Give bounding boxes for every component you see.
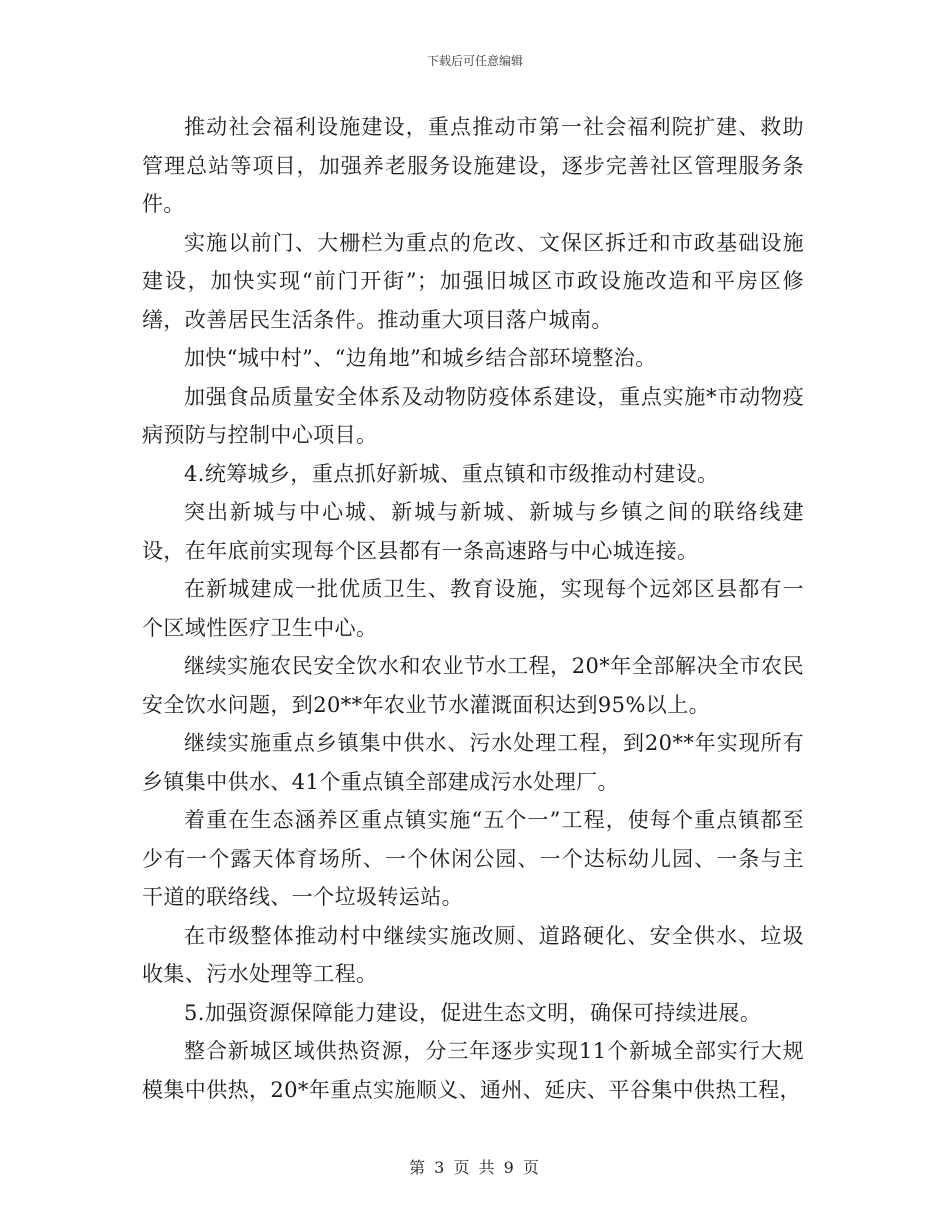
paragraph: 在新城建成一批优质卫生、教育设施，实现每个远郊区县都有一个区域性医疗卫生中心。 (142, 577, 804, 640)
paragraph: 继续实施农民安全饮水和农业节水工程，20*年全部解决全市农民安全饮水问题，到20**年农业节水灌溉面积达到95%以上。 (142, 654, 804, 717)
paragraph: 着重在生态涵养区重点镇实施“五个一”工程，使每个重点镇都至少有一个露天体育场所、一个休闲公园、一个达标幼儿园、一条与主干道的联络线、一个垃圾转运站。 (142, 808, 804, 909)
paragraph: 实施以前门、大栅栏为重点的危改、文保区拆迁和市政基础设施建设，加快实现“前门开街”；加强旧城区市政设施改造和平房区修缮，改善居民生活条件。推动重大项目落户城南。 (142, 230, 804, 332)
paragraph: 在市级整体推动村中继续实施改厕、道路硬化、安全供水、垃圾收集、污水处理等工程。 (142, 923, 804, 986)
page-footer (0, 1155, 950, 1178)
paragraph: 继续实施重点乡镇集中供水、污水处理工程，到20**年实现所有乡镇集中供水、41个重点镇全部建成污水处理厂。 (142, 731, 804, 794)
paragraph: 整合新城区域供热资源，分三年逐步实现11个新城全部实行大规模集中供热，20*年重点实施顺义、通州、延庆、平谷集中供热工程， (142, 1039, 804, 1102)
paragraph: 加快“城中村”、“边角地”和城乡结合部环境整治。 (184, 346, 657, 370)
paragraph: 突出新城与中心城、新城与新城、新城与乡镇之间的联络线建设，在年底前实现每个区县都有一条高速路与中心城连接。 (142, 500, 804, 563)
paragraph: 加强食品质量安全体系及动物防疫体系建设，重点实施*市动物疫病预防与控制中心项目。 (142, 384, 804, 447)
document-body (142, 108, 804, 1109)
header-note: 下载后可任意编辑 (426, 54, 523, 68)
page-header (0, 52, 950, 69)
page-number: 第 3 页 共 9 页 (409, 1158, 541, 1177)
paragraph: 推动社会福利设施建设，重点推动市第一社会福利院扩建、救助管理总站等项目，加强养老服务设施建设，逐步完善社区管理服务条件。 (142, 115, 804, 216)
section-heading: 5.加强资源保障能力建设，促进生态文明，确保可持续进展。 (184, 1000, 762, 1025)
section-heading: 4.统筹城乡，重点抓好新城、重点镇和市级推动村建设。 (184, 461, 719, 486)
